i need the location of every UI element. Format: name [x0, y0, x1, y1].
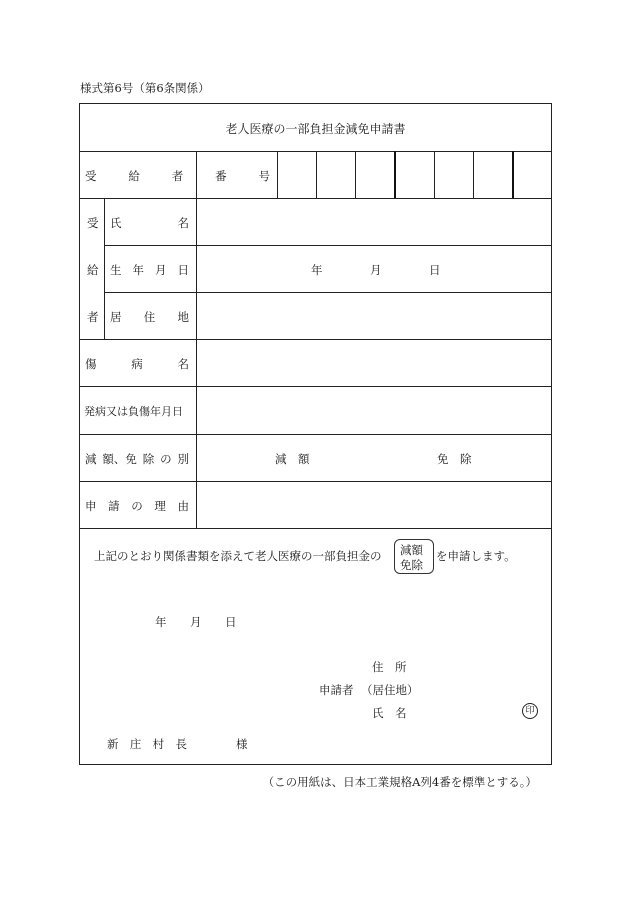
choice-exemption[interactable]: 免除 — [400, 558, 423, 572]
birth-year-unit: 年 — [311, 263, 323, 277]
recipient-side-divider — [104, 198, 105, 339]
row-divider — [79, 434, 552, 435]
applicant-name-label: 氏 名 — [372, 706, 407, 720]
recipient-number-digit-6[interactable] — [474, 152, 512, 198]
statement-text: 上記のとおり関係書類を添えて老人医療の一部負担金の — [94, 549, 382, 563]
applicant-residence-label: （居住地） — [361, 683, 419, 697]
recipient-side-char: 者 — [87, 310, 99, 324]
seal-mark: 印 — [522, 703, 538, 719]
recipient-number-digit-7[interactable] — [514, 152, 551, 198]
honorific: 様 — [236, 737, 248, 751]
form-number-label: 様式第6号（第6条関係） — [80, 81, 210, 95]
name-label: 氏 名 — [110, 216, 189, 230]
exemption-option[interactable]: 免 除 — [437, 452, 472, 466]
onset-date-label: 発病又は負傷年月日 — [84, 405, 183, 418]
recipient-number-digit-2[interactable] — [317, 152, 355, 198]
disease-name-label: 傷 病 名 — [85, 357, 189, 371]
reduction-type-label: 減 額、免 除 の 別 — [85, 452, 189, 466]
birth-day-unit: 日 — [429, 263, 441, 277]
address-label: 居 住 地 — [110, 310, 189, 324]
row-divider — [79, 528, 552, 529]
application-year-unit: 年 — [155, 615, 167, 629]
recipient-number-label: 受 給 者 番 号 — [85, 169, 270, 183]
recipient-number-digit-3[interactable] — [356, 152, 394, 198]
reduction-option[interactable]: 減 額 — [275, 452, 310, 466]
statement-text-end: を申請します。 — [436, 549, 516, 563]
form-title: 老人医療の一部負担金減免申請書 — [225, 122, 406, 136]
application-day-unit: 日 — [225, 615, 237, 629]
recipient-side-char: 給 — [87, 263, 99, 277]
application-month-unit: 月 — [190, 615, 202, 629]
addressee: 新 庄 村 長 — [107, 737, 187, 751]
disease-name-field[interactable] — [197, 340, 551, 386]
recipient-number-digit-5[interactable] — [435, 152, 473, 198]
recipient-number-digit-4[interactable] — [396, 152, 434, 198]
applicant-label: 申請者 — [319, 683, 354, 697]
choice-reduction[interactable]: 減額 — [400, 543, 423, 557]
recipient-number-digit-1[interactable] — [278, 152, 316, 198]
onset-date-field[interactable] — [197, 387, 551, 434]
recipient-side-char: 受 — [87, 216, 99, 230]
birth-month-unit: 月 — [370, 263, 382, 277]
address-field[interactable] — [197, 293, 551, 339]
applicant-address-label: 住 所 — [372, 660, 407, 674]
birth-date-label: 生 年 月 日 — [110, 263, 189, 277]
reason-field[interactable] — [197, 482, 551, 528]
name-field[interactable] — [197, 199, 551, 245]
reason-label: 申 請 の 理 由 — [85, 499, 189, 513]
paper-size-note: （この用紙は、日本工業規格A列4番を標準とする。） — [262, 775, 537, 789]
